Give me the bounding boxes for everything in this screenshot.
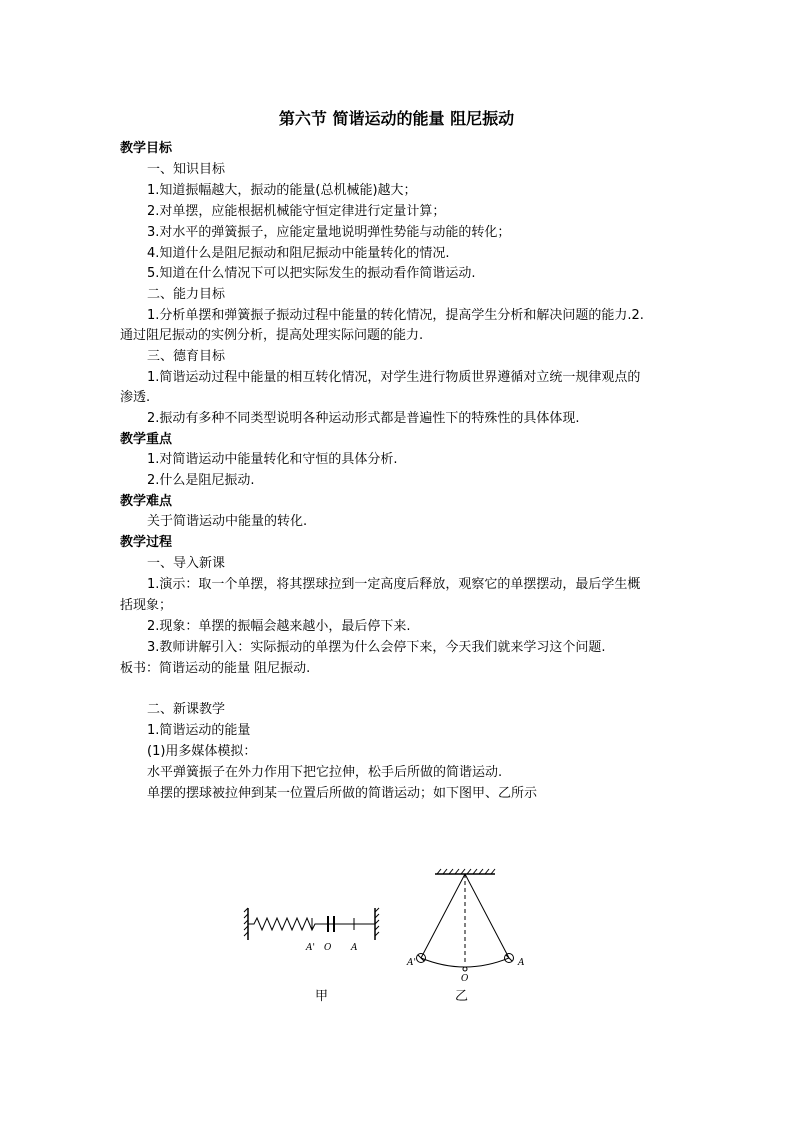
spring-label-a-prime: A' (306, 943, 315, 953)
subheading-introduction: 一、导入新课 (147, 556, 226, 571)
left-string (421, 874, 465, 958)
paragraph-line: 1.简谐运动的能量 (147, 723, 251, 738)
page-title: 第六节 简谐运动的能量 阻尼振动 (278, 109, 515, 128)
pendulum-label-o: O (461, 974, 469, 984)
paragraph-line: 水平弹簧振子在外力作用下把它拉伸，松手后所做的简谐运动. (147, 765, 503, 780)
paragraph-line: 1.简谐运动过程中能量的相互转化情况，对学生进行物质世界遵循对立统一规律观点的 (147, 370, 641, 385)
paragraph-line: (1)用多媒体模拟： (147, 744, 257, 759)
spring-label-o: O (324, 943, 332, 953)
paragraph-line: 1.演示：取一个单摆，将其摆球拉到一定高度后释放，观察它的单摆摆动，最后学生概 (147, 577, 641, 592)
paragraph-line: 1.分析单摆和弹簧振子振动过程中能量的转化情况，提高学生分析和解决问题的能力.2. (147, 308, 644, 323)
figure-diagram (230, 860, 560, 1010)
subheading-moral-goals: 三、德育目标 (147, 349, 226, 364)
spring-oscillator-diagram (244, 908, 379, 940)
paragraph-line: 2.振动有多种不同类型说明各种运动形式都是普遍性下的特殊性的具体体现. (147, 411, 580, 426)
paragraph-line: 2.对单摆，应能根据机械能守恒定律进行定量计算； (147, 204, 446, 219)
subheading-ability-goals: 二、能力目标 (147, 287, 226, 302)
subheading-new-lesson: 二、新课教学 (147, 702, 226, 717)
spring-coil (248, 918, 320, 930)
paragraph-line: 5.知道在什么情况下可以把实际发生的振动看作简谐运动. (147, 266, 476, 281)
heading-key-points: 教学重点 (120, 432, 173, 447)
paragraph-line: 3.教师讲解引入：实际振动的单摆为什么会停下来，今天我们就来学习这个问题. (147, 640, 606, 655)
paragraph-line: 渗透. (120, 390, 151, 405)
paragraph-line: 1.知道振幅越大，振动的能量(总机械能)越大； (147, 183, 417, 198)
paragraph-line: 通过阻尼振动的实例分析，提高处理实际问题的能力. (120, 328, 424, 343)
pendulum-label-a-prime: A' (407, 958, 416, 968)
pendulum-diagram (417, 869, 514, 971)
paragraph-line: 1.对简谐运动中能量转化和守恒的具体分析. (147, 452, 398, 467)
paragraph-line: 关于简谐运动中能量的转化. (147, 514, 308, 529)
figure-spring-and-pendulum (230, 860, 560, 1010)
paragraph-line: 4.知道什么是阻尼振动和阻尼振动中能量转化的情况. (147, 246, 450, 261)
heading-difficulties: 教学难点 (120, 494, 173, 509)
spring-label-a: A (351, 943, 358, 953)
paragraph-line: 2.什么是阻尼振动. (147, 473, 255, 488)
figure-caption-left: 甲 (315, 989, 329, 1004)
subheading-knowledge-goals: 一、知识目标 (147, 162, 226, 177)
heading-teaching-goals: 教学目标 (120, 141, 173, 156)
paragraph-line: 括现象； (120, 598, 173, 613)
paragraph-line: 3.对水平的弹簧振子，应能定量地说明弹性势能与动能的转化； (147, 225, 511, 240)
paragraph-line: 板书：简谐运动的能量 阻尼振动. (120, 661, 311, 676)
pendulum-label-a: A (518, 958, 525, 968)
equilibrium-point (463, 967, 467, 971)
heading-teaching-process: 教学过程 (120, 535, 173, 550)
paragraph-line: 单摆的摆球被拉伸到某一位置后所做的简谐运动；如下图甲、乙所示 (147, 786, 538, 801)
paragraph-line: 2.现象：单摆的振幅会越来越小，最后停下来. (147, 619, 411, 634)
figure-caption-right: 乙 (455, 989, 469, 1004)
right-string (465, 874, 509, 958)
